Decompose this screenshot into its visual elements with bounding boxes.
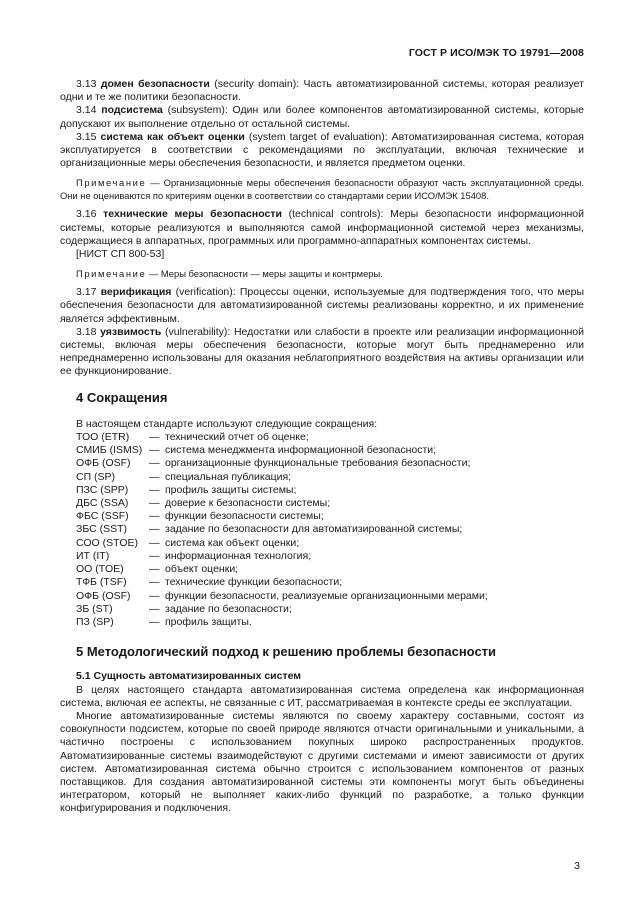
abbreviation-row <box>76 471 488 484</box>
note-text: — Организационные меры обеспечения безопасности образуют часть эксплуатационной среды. Они не оцениваются по критериям оценки в соответствии со стандартами серии ИСО/МЭК 15408. <box>60 177 584 202</box>
abbreviation-description: задание по безопасности; <box>165 602 292 615</box>
def-text: (vulnerability): Недостатки или слабости в проекте или реализации информационной системы, включая меры обеспечения безопасности, которые могут быть преднамеренно или непреднамеренно использованы для оказания неблагоприятного воздействия на активы организации или ее функционирование. <box>60 325 584 378</box>
abbreviation-dash: — <box>149 576 160 589</box>
def-number: 3.13 <box>76 78 97 90</box>
definition-3-13 <box>60 78 584 104</box>
abbreviation-dash: — <box>149 536 160 549</box>
abbreviation-row <box>76 537 488 550</box>
abbreviation-code: ТОО (ETR) <box>76 431 130 444</box>
abbreviation-description: специальная публикация; <box>165 470 292 483</box>
abbreviation-dash: — <box>149 523 160 536</box>
abbreviation-code: ЗБ (ST) <box>76 602 113 615</box>
abbreviation-description: информационная технология; <box>165 549 312 562</box>
abbreviation-code: ТФБ (TSF) <box>76 576 127 589</box>
abbreviation-code: ДБС (SSA) <box>76 497 129 510</box>
def-term: система как объект оценки <box>100 130 245 143</box>
abbreviations-intro: В настоящем стандарте используют следующие сокращения: <box>76 417 378 430</box>
def-term: верификация <box>100 286 172 299</box>
definition-3-15 <box>60 131 584 171</box>
abbreviation-row <box>76 457 488 470</box>
def-number: 3.18 <box>76 325 97 338</box>
abbreviation-row <box>76 576 488 589</box>
abbreviation-dash: — <box>149 563 160 576</box>
abbreviation-row <box>76 497 488 510</box>
def-text: (security domain): Часть автоматизированной системы, которая реализует одни и те же политики безопасности. <box>60 78 584 104</box>
abbreviation-code: ОО (TOE) <box>76 563 124 576</box>
abbreviation-code: ОФБ (OSF) <box>76 457 131 470</box>
definition-3-14 <box>60 104 584 130</box>
abbreviation-dash: — <box>149 589 160 602</box>
def-text: (verification): Процессы оценки, используемые для подтверждения того, что меры обеспечения безопасности для автоматизированной системы реализованы корректно, и их применение является эффективным. <box>60 286 585 325</box>
abbreviation-description: система как объект оценки; <box>165 536 300 549</box>
abbreviation-dash: — <box>149 483 160 496</box>
subsection-5-1-title: 5.1 Сущность автоматизированных систем <box>76 670 302 683</box>
def-number: 3.17 <box>76 286 97 299</box>
abbreviation-description: доверие к безопасности системы; <box>165 497 331 510</box>
abbreviation-description: система менеджмента информационной безопасности; <box>165 444 437 457</box>
def-term: подсистема <box>101 104 163 117</box>
note-text: — Меры безопасности — меры защиты и контрмеры. <box>146 268 383 280</box>
abbreviation-dash: — <box>149 615 160 628</box>
page-number: 3 <box>574 860 580 872</box>
abbreviation-row <box>76 550 488 563</box>
section-4-title: 4 Сокращения <box>76 389 168 405</box>
abbreviation-code: СОО (STOE) <box>76 536 138 549</box>
def-term: технические меры безопасности <box>103 208 282 221</box>
abbreviation-dash: — <box>149 431 160 444</box>
abbreviation-description: профиль защиты системы; <box>165 483 297 496</box>
abbreviation-code: ЗБС (SST) <box>76 523 128 536</box>
paragraph-5-1-b: Многие автоматизированные системы являются по своему характеру составными, состоят из совокупности подсистем, которые по своей природе являются отчасти оригинальными и уникальными, а частично построены с использованием покупных широко распространенных продуктов. Автоматизированные системы взаимодействуют с другими системами и имеют зависимости от других систем. Автоматизированная система обычно строится с использованием компонентов от разных поставщиков. Для создания автоматизированной системы эти компоненты могут быть объединены интегратором, который не выполняет каких-либо функций по разработке, а только функции конфигурирования и подключения. <box>60 709 584 815</box>
paragraph-5-1-a: В целях настоящего стандарта автоматизированная система определена как информационная система, включая ее аспекты, не связанные с ИТ, рассматриваемая в контексте среды ее эксплуатации. <box>60 683 584 709</box>
abbreviation-description: задание по безопасности для автоматизированной системы; <box>165 523 463 536</box>
abbreviation-row <box>76 603 488 616</box>
abbreviation-dash: — <box>149 444 160 457</box>
reference: [НИСТ СП 800-53] <box>76 248 165 261</box>
abbreviation-dash: — <box>149 497 160 510</box>
abbreviation-code: ОФБ (OSF) <box>76 589 131 602</box>
abbreviation-description: организационные функциональные требования безопасности; <box>165 457 471 470</box>
abbreviation-description: объект оценки; <box>165 563 239 576</box>
def-number: 3.15 <box>76 130 97 143</box>
abbreviation-code: СМИБ (ISMS) <box>76 444 143 457</box>
definition-3-18 <box>60 326 584 379</box>
abbreviation-dash: — <box>149 549 160 562</box>
page-content <box>60 78 584 816</box>
abbreviation-code: ПЗС (SPP) <box>76 483 129 496</box>
abbreviation-description: функции безопасности системы; <box>165 510 324 523</box>
abbreviation-row <box>76 510 488 523</box>
document-header: ГОСТ Р ИСО/МЭК ТО 19791—2008 <box>408 47 584 59</box>
abbreviation-row <box>76 444 488 457</box>
abbreviation-description: функции безопасности, реализуемые организационными мерами; <box>165 589 488 602</box>
abbreviation-row <box>76 431 488 444</box>
abbreviation-code: ПЗ (SP) <box>76 615 114 628</box>
def-term: уязвимость <box>100 325 162 338</box>
abbreviation-dash: — <box>149 457 160 470</box>
definition-3-17 <box>60 286 584 326</box>
def-text: (technical controls): Меры безопасности информационной системы, которые реализуются и выполняются самой информационной системой через механизмы, содержащиеся в аппаратных, программных или программно-аппаратных компонентах системы. <box>60 208 584 247</box>
note-label: Примечание <box>76 268 147 280</box>
abbreviation-description: профиль защиты. <box>165 615 252 628</box>
abbreviation-code: ИТ (IT) <box>76 549 110 562</box>
note-1 <box>60 176 584 202</box>
def-term: домен безопасности <box>100 78 210 90</box>
abbreviation-row <box>76 563 488 576</box>
note-2 <box>60 267 584 280</box>
abbreviation-code: СП (SP) <box>76 470 116 483</box>
abbreviation-description: технические функции безопасности; <box>165 576 343 589</box>
abbreviation-row <box>76 590 488 603</box>
abbreviation-row <box>76 523 488 536</box>
abbreviation-dash: — <box>149 510 160 523</box>
def-number: 3.14 <box>76 104 97 117</box>
abbreviation-description: технический отчет об оценке; <box>165 431 309 444</box>
abbreviation-row <box>76 616 488 629</box>
def-number: 3.16 <box>76 208 97 221</box>
abbreviation-dash: — <box>149 470 160 483</box>
def-text: (subsystem): Один или более компонентов автоматизированной системы, которые допускают их выполнение отдельно от остальной системы. <box>60 104 585 130</box>
note-label: Примечание <box>76 177 147 189</box>
abbreviation-row <box>76 484 488 497</box>
abbreviation-dash: — <box>149 602 160 615</box>
section-5-title: 5 Методологический подход к решению проблемы безопасности <box>76 644 497 660</box>
def-text: (system target of evaluation): Автоматизированная система, которая эксплуатируется в соответствии с рекомендациями по эксплуатации, включая технические и организационные меры обеспечения безопасности, и является предметом оценки. <box>60 130 584 170</box>
abbreviation-code: ФБС (SSF) <box>76 510 129 523</box>
definition-3-16 <box>60 208 584 248</box>
abbreviations-list <box>76 431 488 629</box>
